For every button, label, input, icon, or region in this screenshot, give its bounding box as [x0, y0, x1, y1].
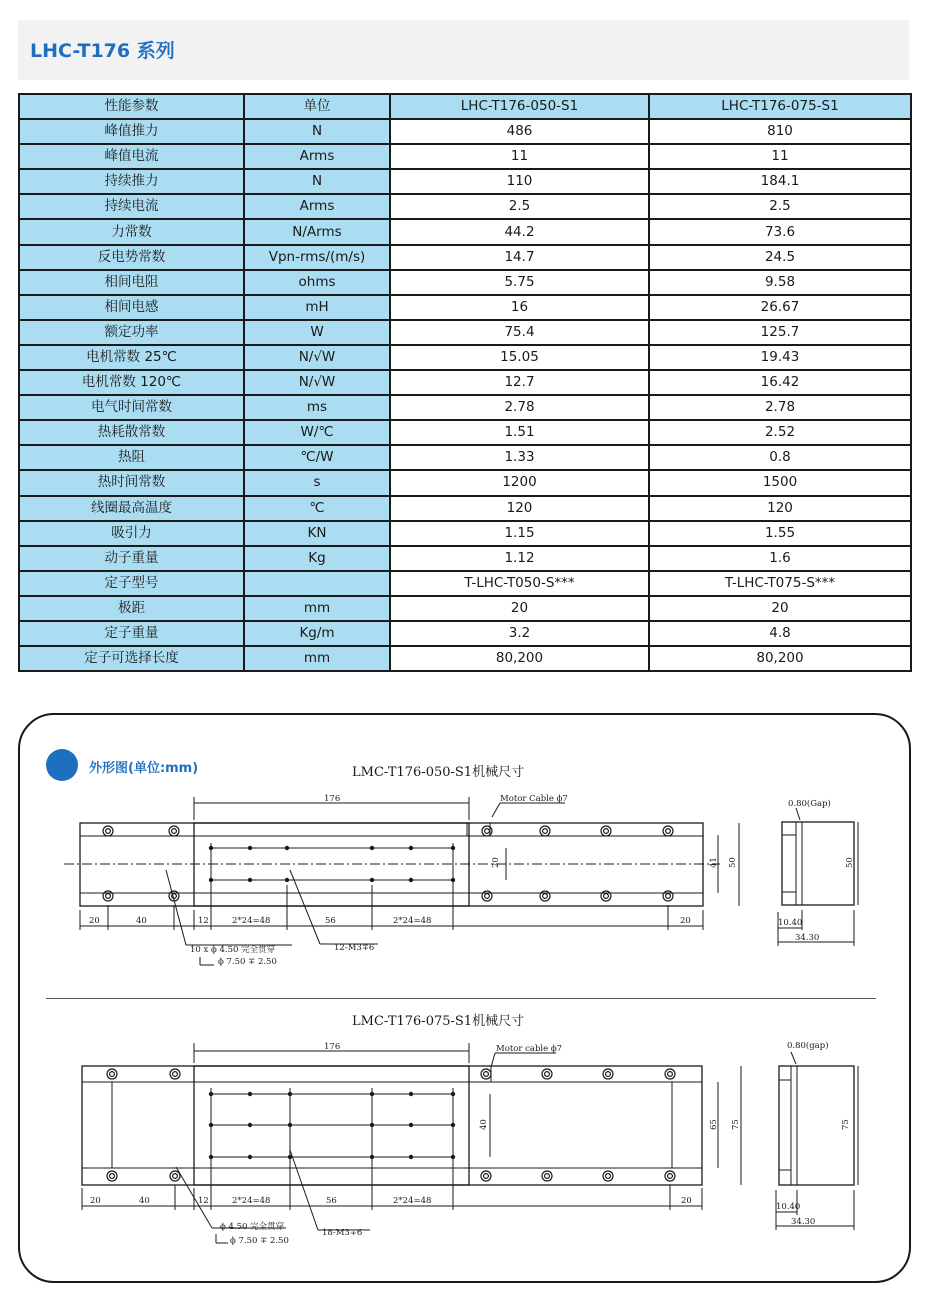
value-cell: 1.6	[649, 546, 911, 571]
value-cell: 5.75	[390, 270, 649, 295]
unit-cell: N/√W	[244, 345, 390, 370]
header-cell: LHC-T176-075-S1	[649, 94, 911, 119]
unit-cell: ℃/W	[244, 445, 390, 470]
bottom-dim-20a-075: 20	[90, 1196, 101, 1206]
unit-cell: N	[244, 119, 390, 144]
unit-cell: mH	[244, 295, 390, 320]
param-name-cell: 定子可选择长度	[19, 646, 244, 671]
param-name-cell: 热阻	[19, 445, 244, 470]
value-cell: 3.2	[390, 621, 649, 646]
value-cell: 80,200	[390, 646, 649, 671]
bottom-dim-20b-050: 20	[680, 916, 691, 926]
bottom-dim-56-050: 56	[325, 916, 336, 926]
bottom-dim-20a-050: 20	[89, 916, 100, 926]
value-cell: 15.05	[390, 345, 649, 370]
unit-cell: W/℃	[244, 420, 390, 445]
value-cell: 9.58	[649, 270, 911, 295]
unit-cell: Kg/m	[244, 621, 390, 646]
value-cell: 120	[649, 496, 911, 521]
dim-75-075: 75	[731, 1119, 741, 1130]
bottom-dim-12-050: 12	[198, 916, 209, 926]
value-cell: 0.8	[649, 445, 911, 470]
bottom-dim-48b-050: 2*24=48	[393, 916, 432, 926]
value-cell: 16.42	[649, 370, 911, 395]
cable-label-050: Motor Cable ϕ7	[500, 794, 568, 804]
value-cell: T-LHC-T075-S***	[649, 571, 911, 596]
value-cell: 44.2	[390, 219, 649, 244]
bottom-dim-56-075: 56	[326, 1196, 337, 1206]
value-cell: 1.12	[390, 546, 649, 571]
unit-cell: s	[244, 470, 390, 495]
side-dim-3430-050: 34.30	[795, 933, 820, 943]
unit-cell: Kg	[244, 546, 390, 571]
param-name-cell: 电机常数 120℃	[19, 370, 244, 395]
dim-50-050: 50	[728, 857, 738, 868]
dim-50-side-050: 50	[845, 857, 855, 868]
value-cell: 11	[390, 144, 649, 169]
gap-label-050: 0.80(Gap)	[788, 799, 831, 809]
param-name-cell: 吸引力	[19, 521, 244, 546]
param-name-cell: 峰值电流	[19, 144, 244, 169]
note-thread-075: 18-M3∓6	[322, 1228, 363, 1238]
value-cell: 73.6	[649, 219, 911, 244]
unit-cell: Arms	[244, 144, 390, 169]
value-cell: 16	[390, 295, 649, 320]
value-cell: 24.5	[649, 245, 911, 270]
value-cell: 1500	[649, 470, 911, 495]
drawing-title-050: LMC-T176-050-S1机械尺寸	[352, 765, 525, 780]
value-cell: 1.15	[390, 521, 649, 546]
value-cell: 20	[390, 596, 649, 621]
param-name-cell: 极距	[19, 596, 244, 621]
note-holes-050: 10 x ϕ 4.50 完全贯穿	[190, 945, 276, 955]
side-dim-3430-075: 34.30	[791, 1217, 816, 1227]
dim-65-075: 65	[709, 1119, 719, 1130]
side-dim-1040-050: 10.40	[778, 918, 803, 928]
value-cell: 486	[390, 119, 649, 144]
bottom-dim-48b-075: 2*24=48	[393, 1196, 432, 1206]
note-thread-050: 12-M3∓6	[334, 943, 375, 953]
value-cell: 110	[390, 169, 649, 194]
dim-41-050: 41	[709, 857, 719, 868]
param-name-cell: 相间电阻	[19, 270, 244, 295]
value-cell: 120	[390, 496, 649, 521]
bottom-dim-40-075: 40	[139, 1196, 150, 1206]
bottom-dim-12-075: 12	[198, 1196, 209, 1206]
value-cell: 125.7	[649, 320, 911, 345]
unit-cell: N/Arms	[244, 219, 390, 244]
dim-20-050: 20	[491, 857, 501, 868]
unit-cell: ms	[244, 395, 390, 420]
value-cell: 184.1	[649, 169, 911, 194]
unit-cell: N	[244, 169, 390, 194]
gap-label-075: 0.80(gap)	[787, 1041, 829, 1051]
param-name-cell: 定子重量	[19, 621, 244, 646]
value-cell: 2.78	[649, 395, 911, 420]
header-cell: 性能参数	[19, 94, 244, 119]
note-counterbore-050: ϕ 7.50 ∓ 2.50	[218, 957, 277, 967]
unit-cell: Arms	[244, 194, 390, 219]
value-cell: 75.4	[390, 320, 649, 345]
dim-length-050: 176	[324, 794, 341, 804]
bottom-dim-48a-075: 2*24=48	[232, 1196, 271, 1206]
value-cell: 1.55	[649, 521, 911, 546]
dim-length-075: 176	[324, 1042, 341, 1052]
param-name-cell: 反电势常数	[19, 245, 244, 270]
page-title: LHC-T176 系列	[30, 40, 175, 62]
dim-40-075: 40	[479, 1119, 489, 1130]
unit-cell: W	[244, 320, 390, 345]
param-name-cell: 线圈最高温度	[19, 496, 244, 521]
value-cell: 1.33	[390, 445, 649, 470]
value-cell: 810	[649, 119, 911, 144]
param-name-cell: 动子重量	[19, 546, 244, 571]
param-name-cell: 峰值推力	[19, 119, 244, 144]
value-cell: 80,200	[649, 646, 911, 671]
drawing-section-label: 外形图(单位:mm)	[89, 761, 199, 776]
param-name-cell: 定子型号	[19, 571, 244, 596]
dim-75-side-075: 75	[841, 1119, 851, 1130]
value-cell: 2.5	[649, 194, 911, 219]
drawing-title-075: LMC-T176-075-S1机械尺寸	[352, 1014, 525, 1029]
bottom-dim-48a-050: 2*24=48	[232, 916, 271, 926]
unit-cell: ℃	[244, 496, 390, 521]
note-counterbore-075: ϕ 7.50 ∓ 2.50	[230, 1236, 289, 1246]
bottom-dim-40-050: 40	[136, 916, 147, 926]
unit-cell: N/√W	[244, 370, 390, 395]
value-cell: 26.67	[649, 295, 911, 320]
unit-cell: KN	[244, 521, 390, 546]
unit-cell: mm	[244, 596, 390, 621]
cable-label-075: Motor cable ϕ7	[496, 1044, 563, 1054]
unit-cell: Vpn-rms/(m/s)	[244, 245, 390, 270]
value-cell: 14.7	[390, 245, 649, 270]
param-name-cell: 相间电感	[19, 295, 244, 320]
param-name-cell: 持续电流	[19, 194, 244, 219]
value-cell: 19.43	[649, 345, 911, 370]
param-name-cell: 力常数	[19, 219, 244, 244]
header-cell: LHC-T176-050-S1	[390, 94, 649, 119]
value-cell: 2.5	[390, 194, 649, 219]
param-name-cell: 额定功率	[19, 320, 244, 345]
value-cell: T-LHC-T050-S***	[390, 571, 649, 596]
value-cell: 4.8	[649, 621, 911, 646]
param-name-cell: 热时间常数	[19, 470, 244, 495]
value-cell: 1.51	[390, 420, 649, 445]
header-cell: 单位	[244, 94, 390, 119]
value-cell: 1200	[390, 470, 649, 495]
value-cell: 20	[649, 596, 911, 621]
value-cell: 12.7	[390, 370, 649, 395]
side-dim-1040-075: 10.40	[776, 1202, 801, 1212]
note-holes-075: ϕ 4.50 完全贯穿	[220, 1222, 285, 1232]
param-name-cell: 持续推力	[19, 169, 244, 194]
unit-cell: ohms	[244, 270, 390, 295]
unit-cell: mm	[244, 646, 390, 671]
param-name-cell: 热耗散常数	[19, 420, 244, 445]
value-cell: 2.52	[649, 420, 911, 445]
value-cell: 11	[649, 144, 911, 169]
param-name-cell: 电气时间常数	[19, 395, 244, 420]
value-cell: 2.78	[390, 395, 649, 420]
param-name-cell: 电机常数 25℃	[19, 345, 244, 370]
bottom-dim-20b-075: 20	[681, 1196, 692, 1206]
